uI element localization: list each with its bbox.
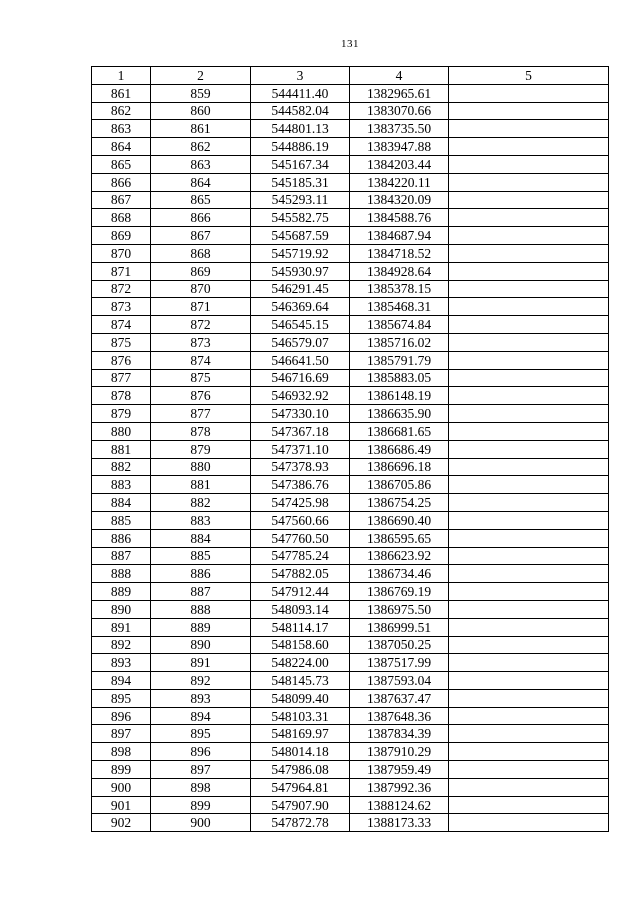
x-coordinate-cell: 547560.66 bbox=[251, 511, 350, 529]
y-coordinate-cell: 1386148.19 bbox=[350, 387, 449, 405]
point-number-cell: 892 bbox=[92, 636, 151, 654]
notes-cell bbox=[449, 778, 609, 796]
point-number-cell: 872 bbox=[92, 280, 151, 298]
prev-point-number-cell: 899 bbox=[151, 796, 251, 814]
table-row bbox=[92, 494, 609, 512]
x-coordinate-cell: 547371.10 bbox=[251, 440, 350, 458]
notes-cell bbox=[449, 547, 609, 565]
table-row bbox=[92, 298, 609, 316]
y-coordinate-cell: 1386595.65 bbox=[350, 529, 449, 547]
column-header-1: 1 bbox=[92, 67, 151, 85]
column-header-2: 2 bbox=[151, 67, 251, 85]
notes-cell bbox=[449, 120, 609, 138]
x-coordinate-cell: 546579.07 bbox=[251, 333, 350, 351]
column-header-4: 4 bbox=[350, 67, 449, 85]
table-row bbox=[92, 262, 609, 280]
x-coordinate-cell: 545719.92 bbox=[251, 244, 350, 262]
point-number-cell: 868 bbox=[92, 209, 151, 227]
prev-point-number-cell: 879 bbox=[151, 440, 251, 458]
point-number-cell: 870 bbox=[92, 244, 151, 262]
prev-point-number-cell: 891 bbox=[151, 654, 251, 672]
notes-cell bbox=[449, 583, 609, 601]
prev-point-number-cell: 889 bbox=[151, 618, 251, 636]
table-row bbox=[92, 333, 609, 351]
point-number-cell: 873 bbox=[92, 298, 151, 316]
prev-point-number-cell: 863 bbox=[151, 155, 251, 173]
table-row bbox=[92, 796, 609, 814]
x-coordinate-cell: 547330.10 bbox=[251, 405, 350, 423]
y-coordinate-cell: 1384588.76 bbox=[350, 209, 449, 227]
y-coordinate-cell: 1385791.79 bbox=[350, 351, 449, 369]
notes-cell bbox=[449, 369, 609, 387]
table-row bbox=[92, 316, 609, 334]
point-number-cell: 901 bbox=[92, 796, 151, 814]
point-number-cell: 871 bbox=[92, 262, 151, 280]
x-coordinate-cell: 545185.31 bbox=[251, 173, 350, 191]
notes-cell bbox=[449, 440, 609, 458]
x-coordinate-cell: 545930.97 bbox=[251, 262, 350, 280]
column-header-5: 5 bbox=[449, 67, 609, 85]
table-row bbox=[92, 155, 609, 173]
notes-cell bbox=[449, 494, 609, 512]
y-coordinate-cell: 1386696.18 bbox=[350, 458, 449, 476]
point-number-cell: 876 bbox=[92, 351, 151, 369]
table-row bbox=[92, 458, 609, 476]
y-coordinate-cell: 1388173.33 bbox=[350, 814, 449, 832]
y-coordinate-cell: 1386999.51 bbox=[350, 618, 449, 636]
prev-point-number-cell: 893 bbox=[151, 689, 251, 707]
prev-point-number-cell: 883 bbox=[151, 511, 251, 529]
x-coordinate-cell: 546932.92 bbox=[251, 387, 350, 405]
notes-cell bbox=[449, 458, 609, 476]
prev-point-number-cell: 875 bbox=[151, 369, 251, 387]
notes-cell bbox=[449, 565, 609, 583]
y-coordinate-cell: 1383735.50 bbox=[350, 120, 449, 138]
point-number-cell: 893 bbox=[92, 654, 151, 672]
point-number-cell: 898 bbox=[92, 743, 151, 761]
x-coordinate-cell: 546369.64 bbox=[251, 298, 350, 316]
table-row bbox=[92, 618, 609, 636]
notes-cell bbox=[449, 138, 609, 156]
x-coordinate-cell: 547964.81 bbox=[251, 778, 350, 796]
table-row bbox=[92, 422, 609, 440]
table-row bbox=[92, 405, 609, 423]
x-coordinate-cell: 545167.34 bbox=[251, 155, 350, 173]
table-body bbox=[92, 84, 609, 831]
point-number-cell: 882 bbox=[92, 458, 151, 476]
point-number-cell: 890 bbox=[92, 600, 151, 618]
prev-point-number-cell: 867 bbox=[151, 227, 251, 245]
y-coordinate-cell: 1386975.50 bbox=[350, 600, 449, 618]
x-coordinate-cell: 544801.13 bbox=[251, 120, 350, 138]
y-coordinate-cell: 1384718.52 bbox=[350, 244, 449, 262]
prev-point-number-cell: 900 bbox=[151, 814, 251, 832]
notes-cell bbox=[449, 351, 609, 369]
point-number-cell: 874 bbox=[92, 316, 151, 334]
y-coordinate-cell: 1387910.29 bbox=[350, 743, 449, 761]
notes-cell bbox=[449, 672, 609, 690]
y-coordinate-cell: 1383947.88 bbox=[350, 138, 449, 156]
notes-cell bbox=[449, 191, 609, 209]
x-coordinate-cell: 548014.18 bbox=[251, 743, 350, 761]
prev-point-number-cell: 882 bbox=[151, 494, 251, 512]
prev-point-number-cell: 871 bbox=[151, 298, 251, 316]
prev-point-number-cell: 868 bbox=[151, 244, 251, 262]
y-coordinate-cell: 1384928.64 bbox=[350, 262, 449, 280]
notes-cell bbox=[449, 707, 609, 725]
table-row bbox=[92, 743, 609, 761]
table-row bbox=[92, 191, 609, 209]
prev-point-number-cell: 880 bbox=[151, 458, 251, 476]
notes-cell bbox=[449, 280, 609, 298]
prev-point-number-cell: 872 bbox=[151, 316, 251, 334]
y-coordinate-cell: 1386754.25 bbox=[350, 494, 449, 512]
x-coordinate-cell: 546716.69 bbox=[251, 369, 350, 387]
point-number-cell: 877 bbox=[92, 369, 151, 387]
table-row bbox=[92, 725, 609, 743]
notes-cell bbox=[449, 636, 609, 654]
prev-point-number-cell: 874 bbox=[151, 351, 251, 369]
prev-point-number-cell: 861 bbox=[151, 120, 251, 138]
x-coordinate-cell: 546545.15 bbox=[251, 316, 350, 334]
prev-point-number-cell: 895 bbox=[151, 725, 251, 743]
point-number-cell: 865 bbox=[92, 155, 151, 173]
notes-cell bbox=[449, 244, 609, 262]
x-coordinate-cell: 547882.05 bbox=[251, 565, 350, 583]
table-row bbox=[92, 476, 609, 494]
x-coordinate-cell: 548158.60 bbox=[251, 636, 350, 654]
y-coordinate-cell: 1384320.09 bbox=[350, 191, 449, 209]
notes-cell bbox=[449, 761, 609, 779]
point-number-cell: 900 bbox=[92, 778, 151, 796]
notes-cell bbox=[449, 796, 609, 814]
x-coordinate-cell: 545582.75 bbox=[251, 209, 350, 227]
table-row bbox=[92, 227, 609, 245]
x-coordinate-cell: 545293.11 bbox=[251, 191, 350, 209]
point-number-cell: 887 bbox=[92, 547, 151, 565]
y-coordinate-cell: 1385716.02 bbox=[350, 333, 449, 351]
y-coordinate-cell: 1385674.84 bbox=[350, 316, 449, 334]
notes-cell bbox=[449, 511, 609, 529]
notes-cell bbox=[449, 476, 609, 494]
point-number-cell: 880 bbox=[92, 422, 151, 440]
y-coordinate-cell: 1387637.47 bbox=[350, 689, 449, 707]
prev-point-number-cell: 876 bbox=[151, 387, 251, 405]
notes-cell bbox=[449, 84, 609, 102]
prev-point-number-cell: 864 bbox=[151, 173, 251, 191]
x-coordinate-cell: 547986.08 bbox=[251, 761, 350, 779]
prev-point-number-cell: 884 bbox=[151, 529, 251, 547]
table-row bbox=[92, 387, 609, 405]
notes-cell bbox=[449, 743, 609, 761]
x-coordinate-cell: 546291.45 bbox=[251, 280, 350, 298]
x-coordinate-cell: 544582.04 bbox=[251, 102, 350, 120]
prev-point-number-cell: 865 bbox=[151, 191, 251, 209]
y-coordinate-cell: 1387517.99 bbox=[350, 654, 449, 672]
table-row bbox=[92, 778, 609, 796]
table-row bbox=[92, 209, 609, 227]
point-number-cell: 897 bbox=[92, 725, 151, 743]
y-coordinate-cell: 1384203.44 bbox=[350, 155, 449, 173]
prev-point-number-cell: 894 bbox=[151, 707, 251, 725]
prev-point-number-cell: 859 bbox=[151, 84, 251, 102]
table-row bbox=[92, 600, 609, 618]
notes-cell bbox=[449, 209, 609, 227]
table-row bbox=[92, 583, 609, 601]
point-number-cell: 881 bbox=[92, 440, 151, 458]
y-coordinate-cell: 1386769.19 bbox=[350, 583, 449, 601]
prev-point-number-cell: 897 bbox=[151, 761, 251, 779]
prev-point-number-cell: 881 bbox=[151, 476, 251, 494]
x-coordinate-cell: 545687.59 bbox=[251, 227, 350, 245]
table-row bbox=[92, 761, 609, 779]
table-row bbox=[92, 244, 609, 262]
prev-point-number-cell: 898 bbox=[151, 778, 251, 796]
prev-point-number-cell: 869 bbox=[151, 262, 251, 280]
y-coordinate-cell: 1386705.86 bbox=[350, 476, 449, 494]
x-coordinate-cell: 548099.40 bbox=[251, 689, 350, 707]
x-coordinate-cell: 544411.40 bbox=[251, 84, 350, 102]
point-number-cell: 864 bbox=[92, 138, 151, 156]
x-coordinate-cell: 547425.98 bbox=[251, 494, 350, 512]
x-coordinate-cell: 548103.31 bbox=[251, 707, 350, 725]
table-row bbox=[92, 280, 609, 298]
point-number-cell: 869 bbox=[92, 227, 151, 245]
table-row bbox=[92, 529, 609, 547]
prev-point-number-cell: 873 bbox=[151, 333, 251, 351]
y-coordinate-cell: 1383070.66 bbox=[350, 102, 449, 120]
prev-point-number-cell: 860 bbox=[151, 102, 251, 120]
notes-cell bbox=[449, 316, 609, 334]
table-row bbox=[92, 814, 609, 832]
table-row bbox=[92, 654, 609, 672]
notes-cell bbox=[449, 102, 609, 120]
point-number-cell: 899 bbox=[92, 761, 151, 779]
table-row bbox=[92, 440, 609, 458]
prev-point-number-cell: 870 bbox=[151, 280, 251, 298]
table-row bbox=[92, 102, 609, 120]
prev-point-number-cell: 866 bbox=[151, 209, 251, 227]
x-coordinate-cell: 547378.93 bbox=[251, 458, 350, 476]
point-number-cell: 866 bbox=[92, 173, 151, 191]
y-coordinate-cell: 1387593.04 bbox=[350, 672, 449, 690]
notes-cell bbox=[449, 600, 609, 618]
table-row bbox=[92, 511, 609, 529]
notes-cell bbox=[449, 155, 609, 173]
point-number-cell: 896 bbox=[92, 707, 151, 725]
table-row bbox=[92, 547, 609, 565]
y-coordinate-cell: 1387050.25 bbox=[350, 636, 449, 654]
point-number-cell: 889 bbox=[92, 583, 151, 601]
x-coordinate-cell: 548169.97 bbox=[251, 725, 350, 743]
table-row bbox=[92, 369, 609, 387]
column-header-3: 3 bbox=[251, 67, 350, 85]
table-header-row bbox=[92, 67, 609, 85]
y-coordinate-cell: 1388124.62 bbox=[350, 796, 449, 814]
prev-point-number-cell: 877 bbox=[151, 405, 251, 423]
table-row bbox=[92, 636, 609, 654]
point-number-cell: 895 bbox=[92, 689, 151, 707]
point-number-cell: 885 bbox=[92, 511, 151, 529]
table-row bbox=[92, 689, 609, 707]
y-coordinate-cell: 1386686.49 bbox=[350, 440, 449, 458]
notes-cell bbox=[449, 618, 609, 636]
point-number-cell: 863 bbox=[92, 120, 151, 138]
notes-cell bbox=[449, 529, 609, 547]
x-coordinate-cell: 547367.18 bbox=[251, 422, 350, 440]
point-number-cell: 891 bbox=[92, 618, 151, 636]
notes-cell bbox=[449, 405, 609, 423]
point-number-cell: 888 bbox=[92, 565, 151, 583]
y-coordinate-cell: 1385883.05 bbox=[350, 369, 449, 387]
y-coordinate-cell: 1387992.36 bbox=[350, 778, 449, 796]
table-row bbox=[92, 120, 609, 138]
y-coordinate-cell: 1386734.46 bbox=[350, 565, 449, 583]
prev-point-number-cell: 890 bbox=[151, 636, 251, 654]
notes-cell bbox=[449, 725, 609, 743]
x-coordinate-cell: 548093.14 bbox=[251, 600, 350, 618]
table-row bbox=[92, 173, 609, 191]
y-coordinate-cell: 1387648.36 bbox=[350, 707, 449, 725]
prev-point-number-cell: 887 bbox=[151, 583, 251, 601]
notes-cell bbox=[449, 814, 609, 832]
point-number-cell: 902 bbox=[92, 814, 151, 832]
y-coordinate-cell: 1384687.94 bbox=[350, 227, 449, 245]
coordinates-table bbox=[91, 66, 609, 832]
table-row bbox=[92, 84, 609, 102]
page-number: 131 bbox=[341, 38, 359, 50]
x-coordinate-cell: 546641.50 bbox=[251, 351, 350, 369]
prev-point-number-cell: 878 bbox=[151, 422, 251, 440]
x-coordinate-cell: 547760.50 bbox=[251, 529, 350, 547]
x-coordinate-cell: 547386.76 bbox=[251, 476, 350, 494]
notes-cell bbox=[449, 689, 609, 707]
prev-point-number-cell: 892 bbox=[151, 672, 251, 690]
x-coordinate-cell: 548114.17 bbox=[251, 618, 350, 636]
point-number-cell: 861 bbox=[92, 84, 151, 102]
prev-point-number-cell: 886 bbox=[151, 565, 251, 583]
point-number-cell: 886 bbox=[92, 529, 151, 547]
y-coordinate-cell: 1386681.65 bbox=[350, 422, 449, 440]
x-coordinate-cell: 544886.19 bbox=[251, 138, 350, 156]
y-coordinate-cell: 1386635.90 bbox=[350, 405, 449, 423]
x-coordinate-cell: 547912.44 bbox=[251, 583, 350, 601]
notes-cell bbox=[449, 227, 609, 245]
table-row bbox=[92, 138, 609, 156]
x-coordinate-cell: 548224.00 bbox=[251, 654, 350, 672]
notes-cell bbox=[449, 422, 609, 440]
y-coordinate-cell: 1387834.39 bbox=[350, 725, 449, 743]
table-row bbox=[92, 565, 609, 583]
notes-cell bbox=[449, 262, 609, 280]
point-number-cell: 879 bbox=[92, 405, 151, 423]
point-number-cell: 883 bbox=[92, 476, 151, 494]
x-coordinate-cell: 547907.90 bbox=[251, 796, 350, 814]
notes-cell bbox=[449, 387, 609, 405]
y-coordinate-cell: 1386690.40 bbox=[350, 511, 449, 529]
prev-point-number-cell: 885 bbox=[151, 547, 251, 565]
notes-cell bbox=[449, 654, 609, 672]
point-number-cell: 875 bbox=[92, 333, 151, 351]
y-coordinate-cell: 1385378.15 bbox=[350, 280, 449, 298]
point-number-cell: 878 bbox=[92, 387, 151, 405]
prev-point-number-cell: 862 bbox=[151, 138, 251, 156]
x-coordinate-cell: 547785.24 bbox=[251, 547, 350, 565]
notes-cell bbox=[449, 298, 609, 316]
table-row bbox=[92, 672, 609, 690]
prev-point-number-cell: 896 bbox=[151, 743, 251, 761]
y-coordinate-cell: 1384220.11 bbox=[350, 173, 449, 191]
notes-cell bbox=[449, 333, 609, 351]
x-coordinate-cell: 547872.78 bbox=[251, 814, 350, 832]
y-coordinate-cell: 1382965.61 bbox=[350, 84, 449, 102]
table-row bbox=[92, 351, 609, 369]
notes-cell bbox=[449, 173, 609, 191]
y-coordinate-cell: 1387959.49 bbox=[350, 761, 449, 779]
y-coordinate-cell: 1386623.92 bbox=[350, 547, 449, 565]
point-number-cell: 862 bbox=[92, 102, 151, 120]
point-number-cell: 894 bbox=[92, 672, 151, 690]
prev-point-number-cell: 888 bbox=[151, 600, 251, 618]
table-row bbox=[92, 707, 609, 725]
x-coordinate-cell: 548145.73 bbox=[251, 672, 350, 690]
y-coordinate-cell: 1385468.31 bbox=[350, 298, 449, 316]
point-number-cell: 867 bbox=[92, 191, 151, 209]
point-number-cell: 884 bbox=[92, 494, 151, 512]
